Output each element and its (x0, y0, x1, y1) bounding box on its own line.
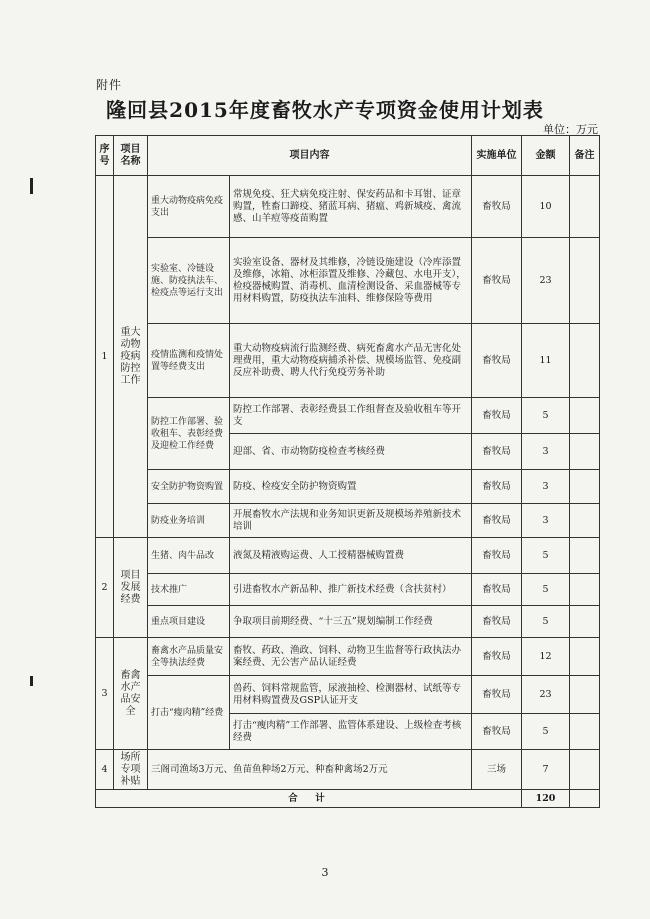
sub-project: 安全防护物资购置 (148, 470, 230, 504)
sub-project: 技术推广 (148, 574, 230, 606)
amount: 5 (522, 574, 570, 606)
unit-label: 单位：万元 (543, 123, 598, 136)
remarks (570, 538, 600, 574)
table-row (96, 538, 600, 574)
header-content: 项目内容 (148, 136, 472, 176)
amount: 3 (522, 434, 570, 470)
remarks (570, 606, 600, 638)
header-implementer: 实施单位 (472, 136, 522, 176)
project-content: 打击“瘦肉精”工作部署、监管体系建设、上级检查考核经费 (230, 714, 472, 750)
project-content: 防控工作部署、表彰经费县工作组督查及验收租车等开支 (230, 398, 472, 434)
remarks (570, 638, 600, 676)
amount: 5 (522, 714, 570, 750)
sub-project: 重点项目建设 (148, 606, 230, 638)
project-content: 重大动物疫病流行监测经费、病死畜禽水产品无害化处理费用，重大动物疫病捕杀补偿、规模场监管、免疫副反应补助费、聘人代行免疫劳务补助 (230, 324, 472, 398)
amount: 3 (522, 504, 570, 538)
implementer: 畜牧局 (472, 398, 522, 434)
sub-project: 重大动物疫病免疫支出 (148, 176, 230, 238)
implementer: 畜牧局 (472, 238, 522, 324)
header-amount: 金额 (522, 136, 570, 176)
implementer: 畜牧局 (472, 676, 522, 714)
sub-project: 防疫业务培训 (148, 504, 230, 538)
sub-project: 畜禽水产品质量安全等执法经费 (148, 638, 230, 676)
table-row (96, 398, 600, 434)
remarks (570, 434, 600, 470)
implementer: 畜牧局 (472, 638, 522, 676)
implementer: 畜牧局 (472, 538, 522, 574)
implementer: 畜牧局 (472, 434, 522, 470)
funding-plan-table (95, 135, 600, 808)
table-row (96, 574, 600, 606)
project-content: 实验室设备、器材及其维修，冷链设施建设（冷库添置及维修，冰箱、冰柜添置及维修、冷藏包、水电开支），检疫器械购置、消毒机、血清检测设备、采血器械等专用材料购置，防疫执法车油料、维修保险等费用 (230, 238, 472, 324)
implementer: 畜牧局 (472, 176, 522, 238)
amount: 5 (522, 606, 570, 638)
amount: 10 (522, 176, 570, 238)
header-remarks: 备注 (570, 136, 600, 176)
table-row (96, 238, 600, 324)
amount: 3 (522, 470, 570, 504)
project-content: 防疫、检疫安全防护物资购置 (230, 470, 472, 504)
header-row (96, 136, 600, 176)
group-seq: 4 (96, 750, 114, 790)
group-name: 畜禽水产品安全 (114, 638, 148, 750)
remarks (570, 324, 600, 398)
table-row (96, 470, 600, 504)
implementer: 畜牧局 (472, 324, 522, 398)
header-project-name: 项目名称 (114, 136, 148, 176)
implementer: 畜牧局 (472, 606, 522, 638)
amount: 11 (522, 324, 570, 398)
total-row (96, 790, 600, 808)
remarks (570, 790, 600, 808)
table-row (96, 504, 600, 538)
sub-project: 生猪、肉牛品改 (148, 538, 230, 574)
implementer: 三场 (472, 750, 522, 790)
remarks (570, 470, 600, 504)
amount: 23 (522, 238, 570, 324)
amount: 12 (522, 638, 570, 676)
table-row (96, 324, 600, 398)
header-seq: 序号 (96, 136, 114, 176)
project-content: 开展畜牧水产法规和业务知识更新及规模场养殖新技术培训 (230, 504, 472, 538)
sub-project: 疫情监测和疫情处置等经费支出 (148, 324, 230, 398)
sub-project: 实验室、冷链设施、防疫执法车、检疫点等运行支出 (148, 238, 230, 324)
group-name: 重大动物疫病防控工作 (114, 176, 148, 538)
project-content: 常规免疫、狂犬病免疫注射、保安药品和卡耳钳、证章购置，牲畜口蹄疫、猪蓝耳病、猪瘟、鸡新城疫、禽流感、山羊痘等疫苗购置 (230, 176, 472, 238)
sub-project: 防控工作部署、验收租车、表彰经费及迎检工作经费 (148, 398, 230, 470)
scan-mark (30, 178, 33, 194)
amount: 5 (522, 538, 570, 574)
page-title: 隆回县2015年度畜牧水产专项资金使用计划表 (106, 98, 544, 122)
total-amount: 120 (522, 790, 570, 808)
group-seq: 3 (96, 638, 114, 750)
group-name: 项目发展经费 (114, 538, 148, 638)
scan-mark (30, 676, 33, 686)
project-content: 兽药、饲料常规监管，尿液抽检、检测器材、试纸等专用材料购置费及GSP认证开支 (230, 676, 472, 714)
project-content: 引进畜牧水产新品种、推广新技术经费（含扶贫村） (230, 574, 472, 606)
group-seq: 1 (96, 176, 114, 538)
remarks (570, 176, 600, 238)
remarks (570, 574, 600, 606)
sub-project: 打击“瘦肉精”经费 (148, 676, 230, 750)
remarks (570, 504, 600, 538)
remarks (570, 714, 600, 750)
implementer: 畜牧局 (472, 574, 522, 606)
amount: 23 (522, 676, 570, 714)
implementer: 畜牧局 (472, 470, 522, 504)
project-content: 三阁司渔场3万元、鱼苗鱼种场2万元、种畜种禽场2万元 (148, 750, 472, 790)
remarks (570, 750, 600, 790)
table-row (96, 750, 600, 790)
project-content: 畜牧、药政、渔政、饲料、动物卫生监督等行政执法办案经费、无公害产品认证经费 (230, 638, 472, 676)
project-content: 液氮及精液购运费、人工授精器械购置费 (230, 538, 472, 574)
table-row (96, 606, 600, 638)
group-seq: 2 (96, 538, 114, 638)
implementer: 畜牧局 (472, 504, 522, 538)
amount: 5 (522, 398, 570, 434)
remarks (570, 238, 600, 324)
amount: 7 (522, 750, 570, 790)
page-number: 3 (321, 866, 329, 879)
group-name: 场所专项补贴 (114, 750, 148, 790)
table-row (96, 638, 600, 676)
table-row (96, 176, 600, 238)
total-label: 合 计 (96, 790, 522, 808)
project-content: 争取项目前期经费、“十三五”规划编制工作经费 (230, 606, 472, 638)
attachment-label: 附件 (96, 78, 123, 92)
remarks (570, 398, 600, 434)
implementer: 畜牧局 (472, 714, 522, 750)
remarks (570, 676, 600, 714)
table-row (96, 676, 600, 714)
project-content: 迎部、省、市动物防疫检查考核经费 (230, 434, 472, 470)
